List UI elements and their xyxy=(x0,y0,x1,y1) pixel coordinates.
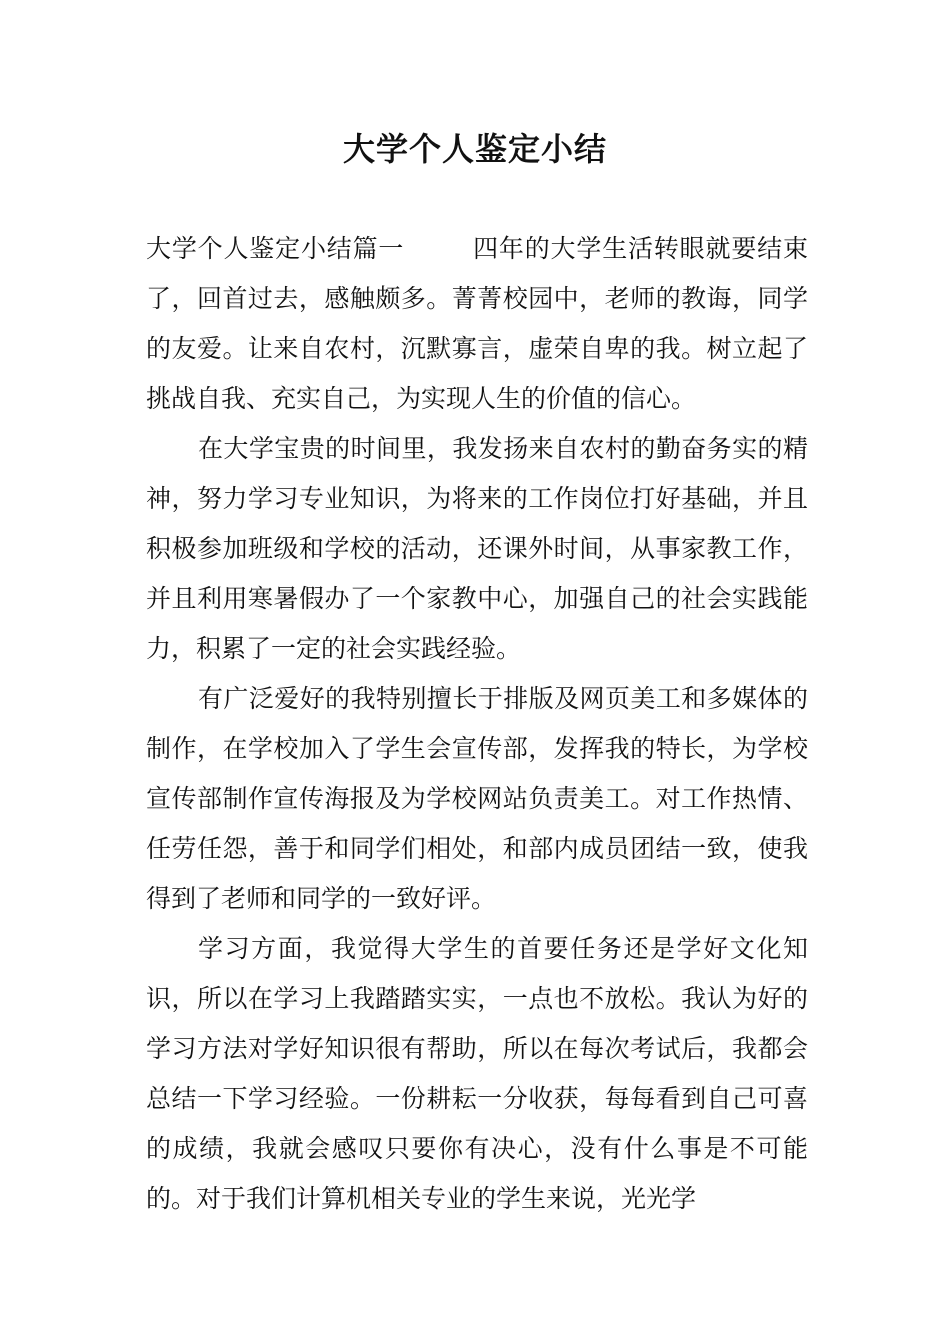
paragraph-4: 学习方面，我觉得大学生的首要任务还是学好文化知识，所以在学习上我踏踏实实，一点也不放松。我认为好的学习方法对学好知识很有帮助，所以在每次考试后，我都会总结一下学习经验。一份耕耘一分收获，每每看到自己可喜的成绩，我就会感叹只要你有决心，没有什么事是不可能的。对于我们计算机相关专业的学生来说，光光学 xyxy=(146,934,808,1213)
document-body xyxy=(146,224,808,1224)
paragraph-1 xyxy=(146,224,808,424)
paragraph-2: 在大学宝贵的时间里，我发扬来自农村的勤奋务实的精神，努力学习专业知识，为将来的工作岗位打好基础，并且积极参加班级和学校的活动，还课外时间，从事家教工作，并且利用寒暑假办了一个家教中心，加强自己的社会实践能力，积累了一定的社会实践经验。 xyxy=(146,434,808,663)
document-title: 大学个人鉴定小结 xyxy=(342,130,607,168)
paragraph-3: 有广泛爱好的我特别擅长于排版及网页美工和多媒体的制作，在学校加入了学生会宣传部，发挥我的特长，为学校宣传部制作宣传海报及为学校网站负责美工。对工作热情、任劳任怨，善于和同学们相处，和部内成员团结一致，使我得到了老师和同学的一致好评。 xyxy=(146,684,808,913)
section-heading: 大学个人鉴定小结篇一 xyxy=(146,234,405,263)
paragraph-1-text: 四年的大学生活转眼就要结束了，回首过去，感触颇多。菁菁校园中，老师的教诲，同学的友爱。让来自农村，沉默寡言，虚荣自卑的我。树立起了挑战自我、充实自己，为实现人生的价值的信心。 xyxy=(146,234,808,413)
